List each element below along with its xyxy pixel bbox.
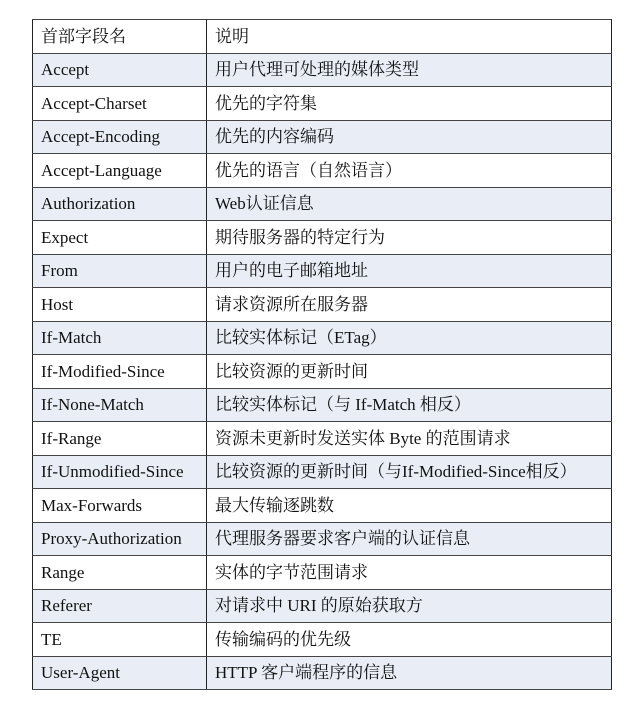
field-name-cell: Accept xyxy=(33,53,207,87)
description-cell: 比较实体标记（ETag） xyxy=(207,321,612,355)
table-row xyxy=(33,288,612,322)
table-row xyxy=(33,556,612,590)
table-row xyxy=(33,221,612,255)
description-cell: 比较资源的更新时间（与If-Modified-Since相反） xyxy=(207,455,612,489)
description-cell: 对请求中 URI 的原始获取方 xyxy=(207,589,612,623)
field-name-cell: Max-Forwards xyxy=(33,489,207,523)
field-name-cell: If-Range xyxy=(33,422,207,456)
description-cell: 最大传输逐跳数 xyxy=(207,489,612,523)
request-header-fields-table xyxy=(32,19,612,690)
field-name-cell: Proxy-Authorization xyxy=(33,522,207,556)
field-name-cell: Expect xyxy=(33,221,207,255)
description-cell: 优先的内容编码 xyxy=(207,120,612,154)
description-cell: 实体的字节范围请求 xyxy=(207,556,612,590)
table-row xyxy=(33,87,612,121)
field-name-cell: If-Match xyxy=(33,321,207,355)
table-row xyxy=(33,53,612,87)
table-row xyxy=(33,455,612,489)
field-name-cell: From xyxy=(33,254,207,288)
field-name-cell: TE xyxy=(33,623,207,657)
table-body xyxy=(33,20,612,690)
table-row xyxy=(33,355,612,389)
header-field-name: 首部字段名 xyxy=(33,20,207,54)
field-name-cell: User-Agent xyxy=(33,656,207,690)
field-name-cell: If-Modified-Since xyxy=(33,355,207,389)
description-cell: 资源未更新时发送实体 Byte 的范围请求 xyxy=(207,422,612,456)
description-cell: 用户代理可处理的媒体类型 xyxy=(207,53,612,87)
description-cell: 代理服务器要求客户端的认证信息 xyxy=(207,522,612,556)
table-row xyxy=(33,120,612,154)
description-cell: 请求资源所在服务器 xyxy=(207,288,612,322)
field-name-cell: Accept-Charset xyxy=(33,87,207,121)
description-cell: 比较资源的更新时间 xyxy=(207,355,612,389)
header-description: 说明 xyxy=(207,20,612,54)
description-cell: 优先的语言（自然语言） xyxy=(207,154,612,188)
description-cell: HTTP 客户端程序的信息 xyxy=(207,656,612,690)
table-row xyxy=(33,656,612,690)
table-row xyxy=(33,254,612,288)
description-cell: 用户的电子邮箱地址 xyxy=(207,254,612,288)
description-cell: 优先的字符集 xyxy=(207,87,612,121)
field-name-cell: Accept-Language xyxy=(33,154,207,188)
table-row xyxy=(33,321,612,355)
table-row xyxy=(33,154,612,188)
table-row xyxy=(33,522,612,556)
description-cell: 传输编码的优先级 xyxy=(207,623,612,657)
table-row xyxy=(33,489,612,523)
table-row xyxy=(33,422,612,456)
field-name-cell: If-None-Match xyxy=(33,388,207,422)
description-cell: 期待服务器的特定行为 xyxy=(207,221,612,255)
field-name-cell: If-Unmodified-Since xyxy=(33,455,207,489)
table-header-row xyxy=(33,20,612,54)
table-row xyxy=(33,388,612,422)
field-name-cell: Authorization xyxy=(33,187,207,221)
table-row xyxy=(33,187,612,221)
description-cell: 比较实体标记（与 If-Match 相反） xyxy=(207,388,612,422)
field-name-cell: Range xyxy=(33,556,207,590)
table-row xyxy=(33,623,612,657)
table-row xyxy=(33,589,612,623)
field-name-cell: Accept-Encoding xyxy=(33,120,207,154)
field-name-cell: Host xyxy=(33,288,207,322)
field-name-cell: Referer xyxy=(33,589,207,623)
description-cell: Web认证信息 xyxy=(207,187,612,221)
